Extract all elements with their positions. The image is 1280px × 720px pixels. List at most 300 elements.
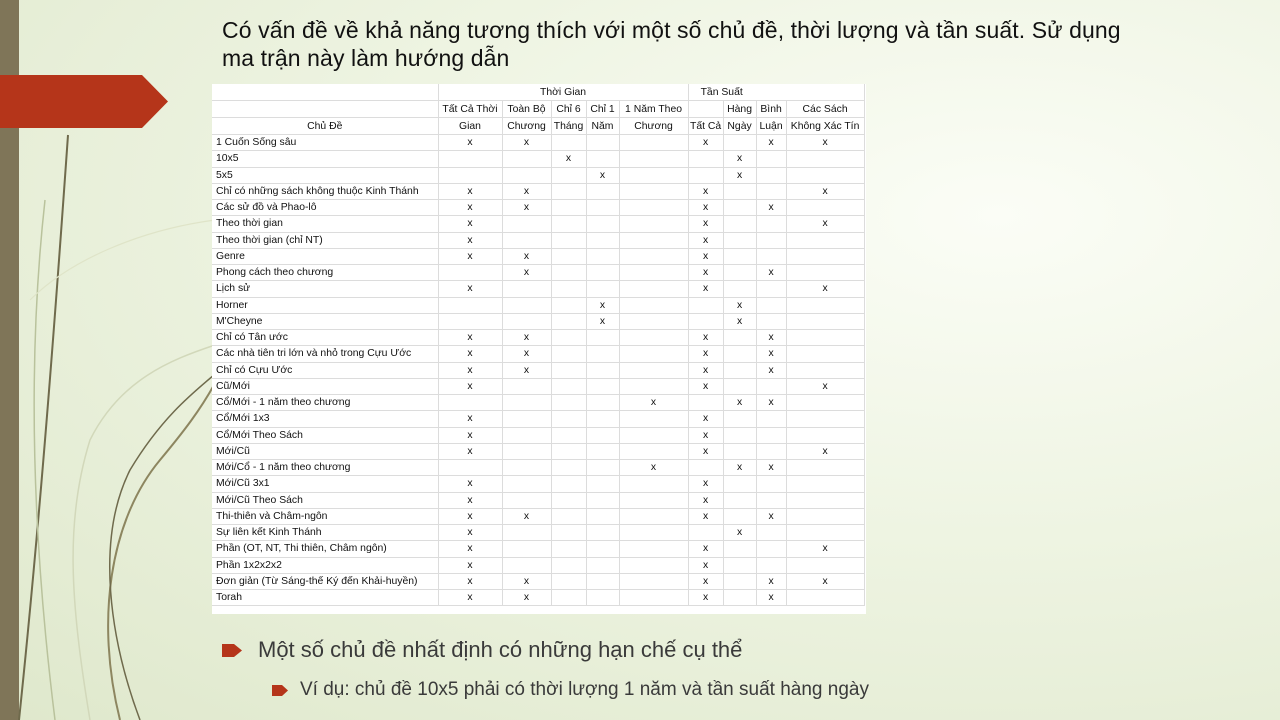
mark-cell: x xyxy=(756,590,786,606)
mark-cell: x xyxy=(438,573,502,589)
mark-cell xyxy=(723,265,756,281)
mark-cell xyxy=(756,443,786,459)
mark-cell: x xyxy=(688,232,723,248)
table-row xyxy=(212,411,864,427)
mark-cell xyxy=(786,232,864,248)
mark-cell xyxy=(756,427,786,443)
mark-cell xyxy=(586,395,619,411)
arrow-bullet-icon xyxy=(272,685,288,696)
mark-cell xyxy=(723,232,756,248)
mark-cell xyxy=(756,492,786,508)
topic-cell: Cổ/Mới - 1 năm theo chương xyxy=(212,395,438,411)
mark-cell xyxy=(586,183,619,199)
mark-cell xyxy=(551,248,586,264)
mark-cell xyxy=(786,313,864,329)
mark-cell xyxy=(586,525,619,541)
mark-cell xyxy=(619,541,688,557)
mark-cell xyxy=(619,525,688,541)
group-header-duration: Thời Gian xyxy=(438,84,688,101)
mark-cell xyxy=(551,183,586,199)
mark-cell: x xyxy=(438,590,502,606)
column-header: Toàn Bộ xyxy=(502,101,551,118)
mark-cell: x xyxy=(688,216,723,232)
mark-cell xyxy=(756,216,786,232)
mark-cell xyxy=(756,541,786,557)
mark-cell: x xyxy=(688,411,723,427)
mark-cell xyxy=(688,151,723,167)
mark-cell xyxy=(723,216,756,232)
mark-cell xyxy=(551,313,586,329)
mark-cell xyxy=(586,265,619,281)
mark-cell: x xyxy=(438,346,502,362)
table-row xyxy=(212,183,864,199)
mark-cell: x xyxy=(438,183,502,199)
column-header: Tất Cả Thời xyxy=(438,101,502,118)
mark-cell xyxy=(619,492,688,508)
mark-cell xyxy=(786,297,864,313)
mark-cell xyxy=(688,167,723,183)
mark-cell xyxy=(502,541,551,557)
mark-cell: x xyxy=(502,200,551,216)
mark-cell xyxy=(723,200,756,216)
column-header: Tháng xyxy=(551,118,586,135)
mark-cell xyxy=(723,476,756,492)
topic-cell: Thi-thiên và Châm-ngôn xyxy=(212,508,438,524)
mark-cell xyxy=(438,297,502,313)
topic-cell: Theo thời gian xyxy=(212,216,438,232)
mark-cell: x xyxy=(688,573,723,589)
mark-cell xyxy=(723,378,756,394)
mark-cell xyxy=(502,411,551,427)
mark-cell xyxy=(502,492,551,508)
mark-cell xyxy=(756,151,786,167)
mark-cell xyxy=(756,183,786,199)
mark-cell xyxy=(619,297,688,313)
mark-cell xyxy=(551,590,586,606)
mark-cell: x xyxy=(756,573,786,589)
mark-cell: x xyxy=(688,443,723,459)
mark-cell xyxy=(586,248,619,264)
table-row xyxy=(212,248,864,264)
mark-cell: x xyxy=(786,135,864,151)
table-row xyxy=(212,362,864,378)
mark-cell xyxy=(502,297,551,313)
mark-cell xyxy=(619,135,688,151)
table-row xyxy=(212,443,864,459)
mark-cell xyxy=(619,330,688,346)
mark-cell xyxy=(786,346,864,362)
mark-cell xyxy=(619,557,688,573)
topic-column-header: Chủ Đề xyxy=(212,118,438,135)
mark-cell xyxy=(586,346,619,362)
mark-cell: x xyxy=(756,460,786,476)
table-row xyxy=(212,492,864,508)
mark-cell xyxy=(619,200,688,216)
mark-cell: x xyxy=(438,330,502,346)
mark-cell xyxy=(723,183,756,199)
table-row xyxy=(212,378,864,394)
mark-cell: x xyxy=(756,362,786,378)
mark-cell xyxy=(723,248,756,264)
mark-cell: x xyxy=(756,346,786,362)
mark-cell xyxy=(551,411,586,427)
mark-cell xyxy=(688,460,723,476)
mark-cell xyxy=(723,541,756,557)
mark-cell xyxy=(756,525,786,541)
table-row xyxy=(212,330,864,346)
topic-cell: Các sử đồ và Phao-lô xyxy=(212,200,438,216)
table-row xyxy=(212,346,864,362)
column-header: Gian xyxy=(438,118,502,135)
mark-cell xyxy=(586,330,619,346)
mark-cell xyxy=(551,362,586,378)
mark-cell: x xyxy=(502,265,551,281)
column-header: Bình xyxy=(756,101,786,118)
mark-cell: x xyxy=(502,135,551,151)
mark-cell xyxy=(723,411,756,427)
mark-cell: x xyxy=(723,395,756,411)
mark-cell xyxy=(786,330,864,346)
mark-cell xyxy=(551,492,586,508)
mark-cell xyxy=(619,590,688,606)
mark-cell xyxy=(619,281,688,297)
mark-cell xyxy=(619,573,688,589)
mark-cell xyxy=(502,443,551,459)
mark-cell xyxy=(756,313,786,329)
mark-cell: x xyxy=(786,573,864,589)
mark-cell xyxy=(688,525,723,541)
topic-cell: Mới/Cổ - 1 năm theo chương xyxy=(212,460,438,476)
mark-cell xyxy=(688,313,723,329)
topic-cell: Chỉ có Tân ước xyxy=(212,330,438,346)
mark-cell xyxy=(502,476,551,492)
mark-cell xyxy=(786,492,864,508)
mark-cell xyxy=(786,395,864,411)
topic-cell: Mới/Cũ 3x1 xyxy=(212,476,438,492)
table-row xyxy=(212,476,864,492)
mark-cell xyxy=(438,395,502,411)
mark-cell: x xyxy=(438,362,502,378)
mark-cell: x xyxy=(723,297,756,313)
mark-cell xyxy=(551,200,586,216)
table-row xyxy=(212,297,864,313)
mark-cell xyxy=(551,216,586,232)
mark-cell: x xyxy=(688,346,723,362)
mark-cell: x xyxy=(438,411,502,427)
mark-cell xyxy=(551,460,586,476)
mark-cell xyxy=(502,427,551,443)
topic-cell: Horner xyxy=(212,297,438,313)
topic-cell: Chỉ có những sách không thuộc Kinh Thánh xyxy=(212,183,438,199)
mark-cell: x xyxy=(688,378,723,394)
mark-cell: x xyxy=(438,476,502,492)
mark-cell xyxy=(502,378,551,394)
table-row xyxy=(212,216,864,232)
mark-cell xyxy=(619,232,688,248)
mark-cell xyxy=(786,411,864,427)
mark-cell: x xyxy=(688,265,723,281)
table-row xyxy=(212,265,864,281)
mark-cell: x xyxy=(502,573,551,589)
column-header: Chương xyxy=(502,118,551,135)
mark-cell xyxy=(723,573,756,589)
mark-cell xyxy=(586,557,619,573)
mark-cell: x xyxy=(688,427,723,443)
topic-cell: Lịch sử xyxy=(212,281,438,297)
mark-cell xyxy=(438,313,502,329)
mark-cell xyxy=(586,232,619,248)
mark-cell xyxy=(502,151,551,167)
topic-cell: Phong cách theo chương xyxy=(212,265,438,281)
mark-cell xyxy=(786,460,864,476)
table-row xyxy=(212,590,864,606)
mark-cell xyxy=(551,443,586,459)
mark-cell xyxy=(786,427,864,443)
mark-cell xyxy=(551,297,586,313)
mark-cell: x xyxy=(756,330,786,346)
mark-cell xyxy=(619,378,688,394)
mark-cell: x xyxy=(586,297,619,313)
topic-cell: Phần 1x2x2x2 xyxy=(212,557,438,573)
mark-cell: x xyxy=(756,265,786,281)
mark-cell: x xyxy=(786,541,864,557)
mark-cell: x xyxy=(438,232,502,248)
mark-cell: x xyxy=(756,200,786,216)
mark-cell xyxy=(586,135,619,151)
mark-cell: x xyxy=(688,183,723,199)
column-header: Luận xyxy=(756,118,786,135)
mark-cell xyxy=(619,151,688,167)
mark-cell xyxy=(756,378,786,394)
mark-cell: x xyxy=(438,508,502,524)
mark-cell: x xyxy=(688,135,723,151)
mark-cell xyxy=(723,492,756,508)
column-header: Hàng xyxy=(723,101,756,118)
mark-cell xyxy=(586,281,619,297)
mark-cell xyxy=(723,508,756,524)
mark-cell xyxy=(619,362,688,378)
mark-cell: x xyxy=(619,460,688,476)
column-header: Chương xyxy=(619,118,688,135)
topic-cell: Cũ/Mới xyxy=(212,378,438,394)
table-row xyxy=(212,541,864,557)
mark-cell: x xyxy=(438,427,502,443)
mark-cell xyxy=(786,200,864,216)
mark-cell xyxy=(551,232,586,248)
mark-cell: x xyxy=(551,151,586,167)
column-header: Ngày xyxy=(723,118,756,135)
mark-cell xyxy=(586,541,619,557)
mark-cell xyxy=(586,443,619,459)
group-header-frequency: Tần Suất xyxy=(688,84,864,101)
mark-cell xyxy=(586,476,619,492)
mark-cell: x xyxy=(502,330,551,346)
column-header: 1 Năm Theo xyxy=(619,101,688,118)
mark-cell: x xyxy=(786,183,864,199)
mark-cell xyxy=(723,590,756,606)
mark-cell: x xyxy=(688,362,723,378)
mark-cell xyxy=(502,313,551,329)
mark-cell: x xyxy=(438,541,502,557)
mark-cell xyxy=(619,167,688,183)
mark-cell xyxy=(723,135,756,151)
mark-cell xyxy=(723,443,756,459)
mark-cell: x xyxy=(786,378,864,394)
topic-cell: Genre xyxy=(212,248,438,264)
mark-cell xyxy=(756,232,786,248)
topic-cell: Đơn giản (Từ Sáng-thế Ký đến Khải-huyền) xyxy=(212,573,438,589)
mark-cell: x xyxy=(688,476,723,492)
mark-cell xyxy=(551,525,586,541)
mark-cell xyxy=(438,151,502,167)
mark-cell: x xyxy=(786,281,864,297)
slide-title: Có vấn đề về khả năng tương thích với một số chủ đề, thời lượng và tần suất. Sử dụng ma trận này làm hướng dẫn xyxy=(222,17,1121,71)
mark-cell: x xyxy=(438,557,502,573)
mark-cell: x xyxy=(786,216,864,232)
mark-cell: x xyxy=(438,135,502,151)
mark-cell: x xyxy=(688,492,723,508)
mark-cell xyxy=(723,427,756,443)
mark-cell: x xyxy=(438,378,502,394)
mark-cell xyxy=(551,346,586,362)
mark-cell: x xyxy=(723,151,756,167)
table-row xyxy=(212,525,864,541)
topic-header-spacer xyxy=(212,84,438,101)
mark-cell: x xyxy=(756,135,786,151)
table-row xyxy=(212,200,864,216)
table-row xyxy=(212,557,864,573)
mark-cell xyxy=(551,281,586,297)
mark-cell: x xyxy=(438,248,502,264)
topic-cell: Chỉ có Cựu Ước xyxy=(212,362,438,378)
mark-cell xyxy=(619,313,688,329)
matrix-table xyxy=(212,84,865,606)
mark-cell xyxy=(586,460,619,476)
table-row xyxy=(212,313,864,329)
mark-cell: x xyxy=(586,167,619,183)
topic-cell: Phần (OT, NT, Thi thiên, Châm ngôn) xyxy=(212,541,438,557)
mark-cell xyxy=(619,443,688,459)
mark-cell: x xyxy=(688,330,723,346)
mark-cell xyxy=(438,265,502,281)
mark-cell xyxy=(619,476,688,492)
mark-cell: x xyxy=(502,590,551,606)
table-row xyxy=(212,151,864,167)
mark-cell xyxy=(723,281,756,297)
topic-cell: Các nhà tiên tri lớn và nhỏ trong Cựu Ước xyxy=(212,346,438,362)
mark-cell xyxy=(438,167,502,183)
mark-cell xyxy=(723,557,756,573)
mark-cell xyxy=(786,265,864,281)
mark-cell xyxy=(619,248,688,264)
mark-cell xyxy=(502,460,551,476)
mark-cell: x xyxy=(502,346,551,362)
compatibility-matrix xyxy=(212,84,866,614)
mark-cell xyxy=(586,492,619,508)
mark-cell xyxy=(619,265,688,281)
mark-cell xyxy=(786,167,864,183)
topic-cell: Cổ/Mới Theo Sách xyxy=(212,427,438,443)
red-arrow-marker xyxy=(0,75,168,128)
mark-cell: x xyxy=(756,395,786,411)
mark-cell xyxy=(786,590,864,606)
mark-cell xyxy=(551,395,586,411)
mark-cell: x xyxy=(586,313,619,329)
mark-cell xyxy=(619,216,688,232)
mark-cell: x xyxy=(438,216,502,232)
mark-cell xyxy=(756,557,786,573)
topic-cell: Mới/Cũ xyxy=(212,443,438,459)
mark-cell: x xyxy=(723,460,756,476)
mark-cell: x xyxy=(688,200,723,216)
table-row xyxy=(212,573,864,589)
topic-cell: M'Cheyne xyxy=(212,313,438,329)
mark-cell xyxy=(786,508,864,524)
mark-cell xyxy=(586,508,619,524)
table-row xyxy=(212,427,864,443)
mark-cell xyxy=(502,167,551,183)
topic-header-spacer xyxy=(212,101,438,118)
mark-cell xyxy=(502,232,551,248)
column-header xyxy=(688,101,723,118)
mark-cell xyxy=(586,590,619,606)
mark-cell xyxy=(688,395,723,411)
mark-cell xyxy=(586,200,619,216)
mark-cell xyxy=(502,557,551,573)
mark-cell: x xyxy=(756,508,786,524)
mark-cell xyxy=(756,476,786,492)
mark-cell: x xyxy=(438,200,502,216)
table-row xyxy=(212,232,864,248)
bullet-text: Một số chủ đề nhất định có những hạn chế cụ thể xyxy=(258,637,743,662)
mark-cell xyxy=(786,151,864,167)
column-header: Năm xyxy=(586,118,619,135)
mark-cell xyxy=(756,281,786,297)
table-row xyxy=(212,508,864,524)
mark-cell xyxy=(756,411,786,427)
mark-cell: x xyxy=(723,167,756,183)
mark-cell xyxy=(551,427,586,443)
mark-cell: x xyxy=(502,183,551,199)
mark-cell xyxy=(756,167,786,183)
mark-cell xyxy=(502,525,551,541)
mark-cell: x xyxy=(688,557,723,573)
mark-cell: x xyxy=(438,443,502,459)
mark-cell: x xyxy=(502,362,551,378)
mark-cell xyxy=(786,525,864,541)
mark-cell xyxy=(586,216,619,232)
mark-cell xyxy=(551,541,586,557)
topic-cell: 10x5 xyxy=(212,151,438,167)
table-row xyxy=(212,460,864,476)
mark-cell: x xyxy=(502,248,551,264)
mark-cell: x xyxy=(438,525,502,541)
mark-cell xyxy=(619,427,688,443)
table-row xyxy=(212,395,864,411)
mark-cell xyxy=(756,248,786,264)
mark-cell xyxy=(438,460,502,476)
column-header: Chỉ 1 xyxy=(586,101,619,118)
mark-cell xyxy=(551,135,586,151)
mark-cell xyxy=(786,248,864,264)
topic-cell: Torah xyxy=(212,590,438,606)
mark-cell xyxy=(756,297,786,313)
mark-cell xyxy=(586,362,619,378)
mark-cell: x xyxy=(723,313,756,329)
mark-cell xyxy=(586,411,619,427)
mark-cell: x xyxy=(688,541,723,557)
topic-cell: Sự liên kết Kinh Thánh xyxy=(212,525,438,541)
